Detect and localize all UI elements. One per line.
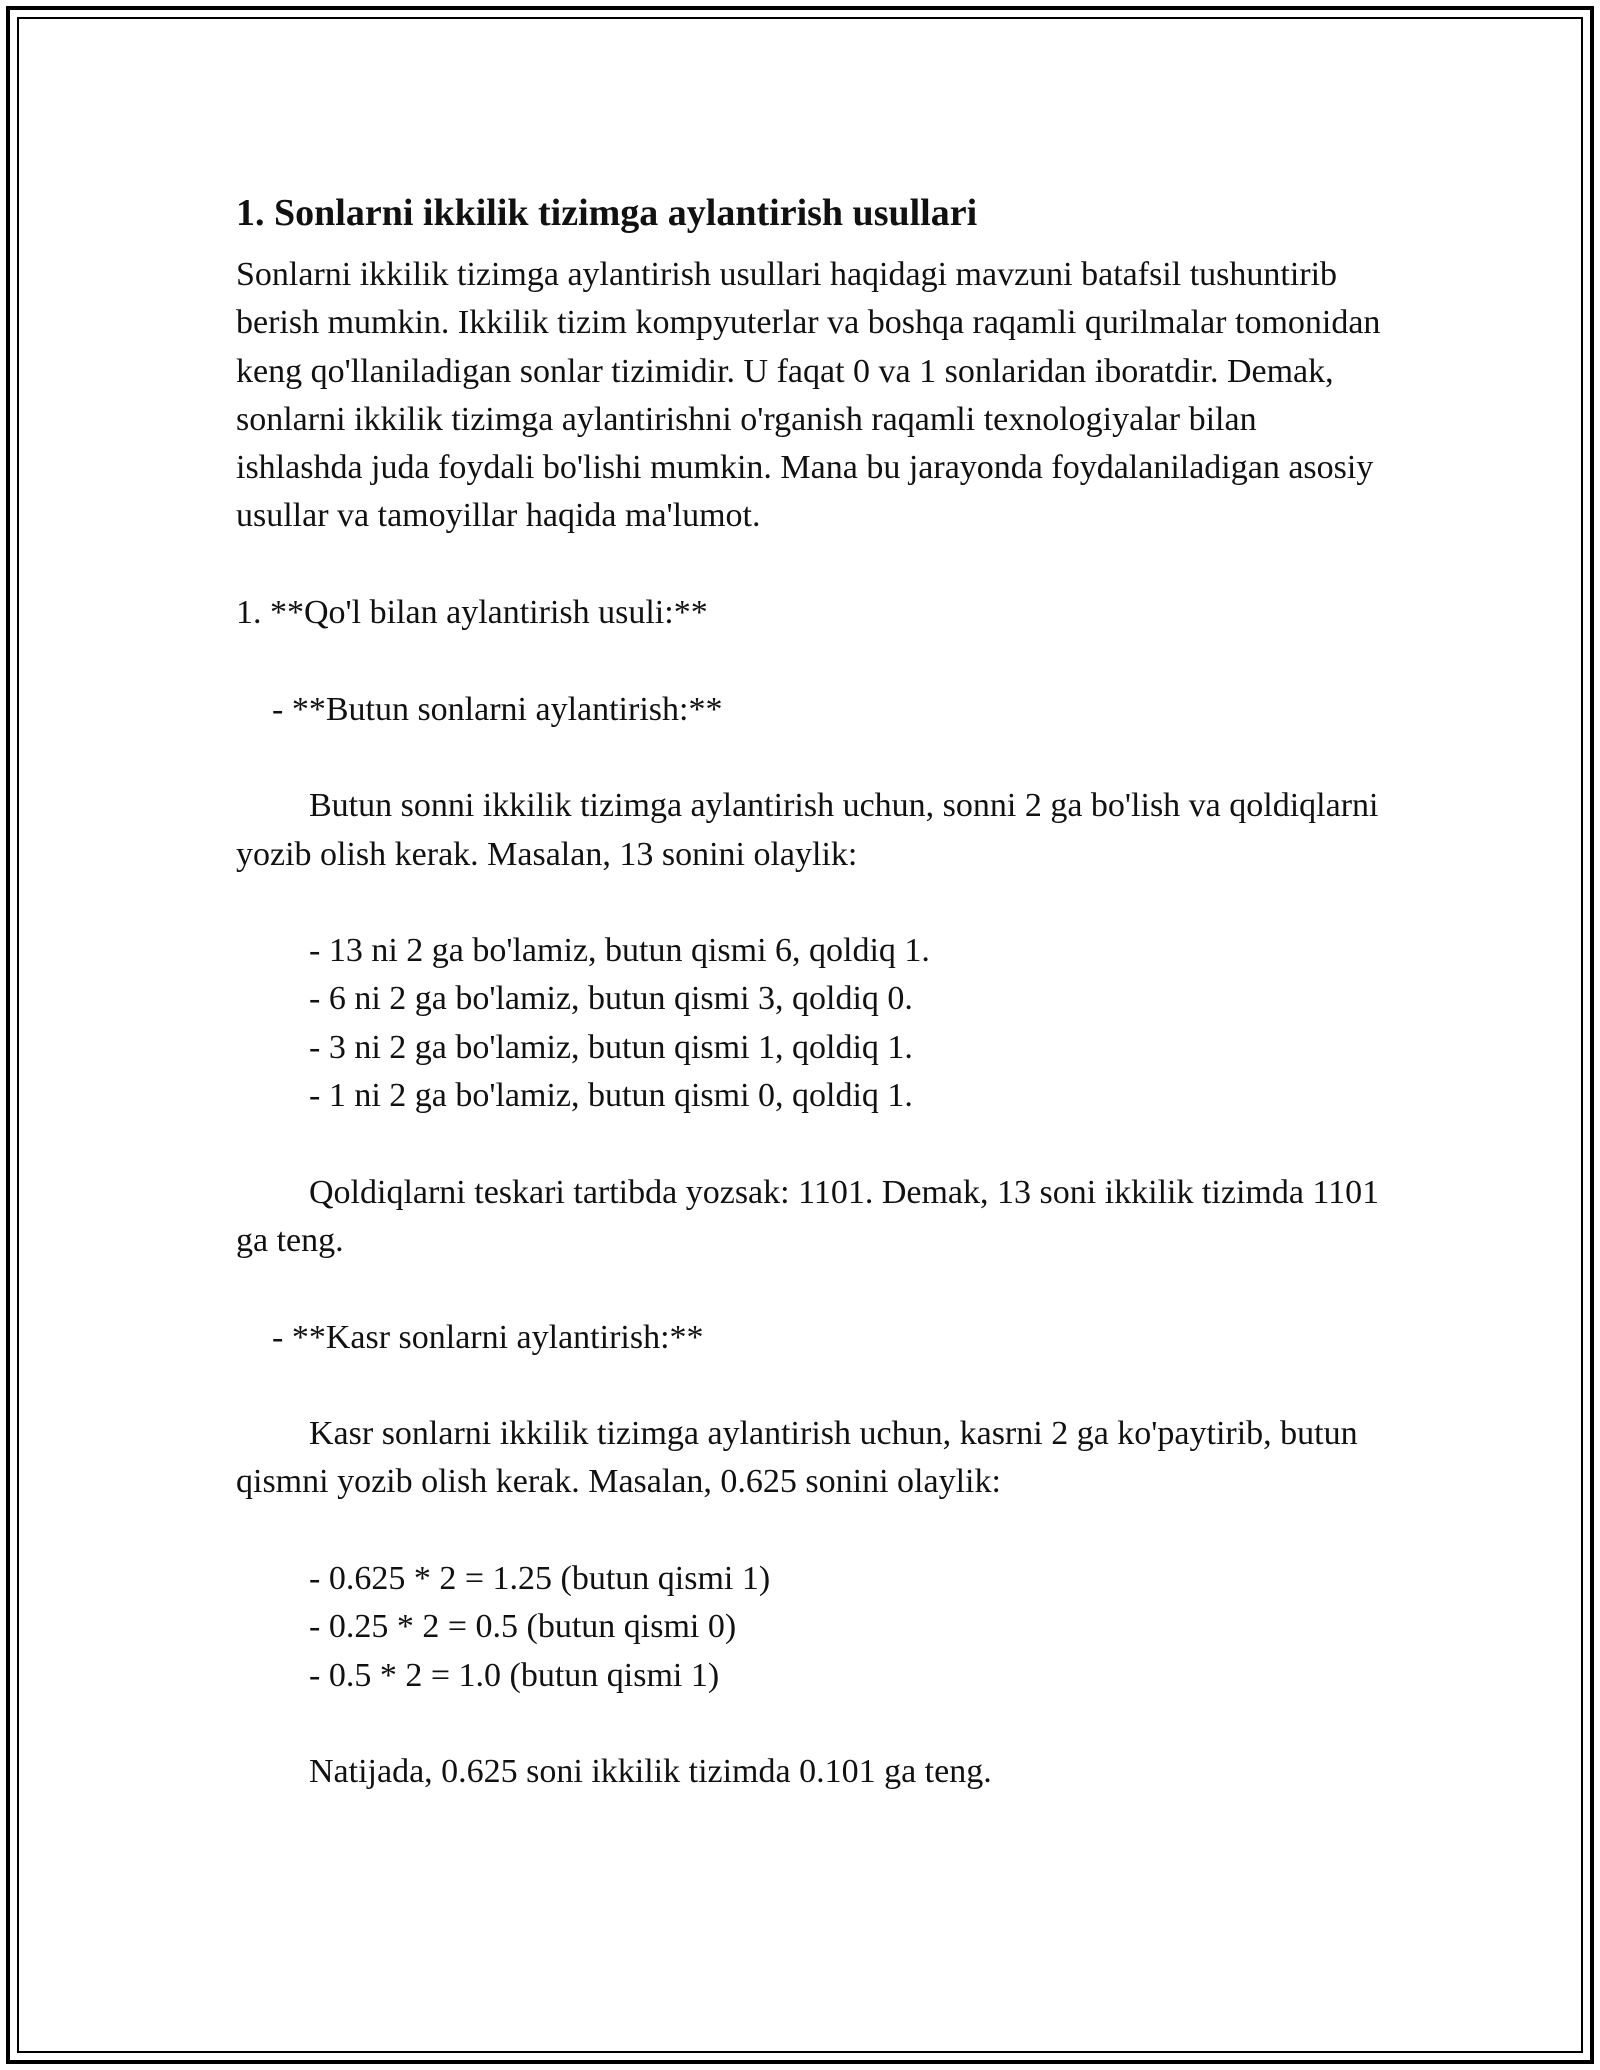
spacer bbox=[236, 734, 1386, 782]
spacer bbox=[236, 1362, 1386, 1410]
integer-explanation: Butun sonni ikkilik tizimga aylantirish uchun, sonni 2 ga bo'lish va qoldiqlarni yozib olish kerak. Masalan, 13 sonini olaylik: bbox=[236, 787, 1379, 873]
integer-result: Qoldiqlarni teskari tartibda yozsak: 1101. Demak, 13 soni ikkilik tizimda 1101 ga teng. bbox=[236, 1173, 1380, 1259]
fraction-result: Natijada, 0.625 soni ikkilik tizimda 0.101 ga teng. bbox=[309, 1753, 992, 1791]
fraction-step: - 0.25 * 2 = 0.5 (butun qismi 0) bbox=[309, 1608, 737, 1646]
spacer bbox=[236, 541, 1386, 589]
spacer bbox=[236, 1265, 1386, 1313]
fraction-subtitle: - **Kasr sonlarni aylantirish:** bbox=[272, 1318, 704, 1356]
integer-step: - 6 ni 2 ga bo'lamiz, butun qismi 3, qoldiq 0. bbox=[309, 980, 913, 1018]
fraction-step: - 0.5 * 2 = 1.0 (butun qismi 1) bbox=[309, 1656, 720, 1694]
document-body bbox=[236, 187, 1386, 1797]
spacer bbox=[236, 1700, 1386, 1748]
integer-step: - 3 ni 2 ga bo'lamiz, butun qismi 1, qoldiq 1. bbox=[309, 1028, 913, 1066]
fraction-step: - 0.625 * 2 = 1.25 (butun qismi 1) bbox=[309, 1560, 771, 1598]
spacer bbox=[236, 1507, 1386, 1555]
spacer bbox=[236, 637, 1386, 685]
integer-subtitle: - **Butun sonlarni aylantirish:** bbox=[272, 690, 723, 728]
section-heading: 1. Sonlarni ikkilik tizimga aylantirish usullari bbox=[236, 192, 978, 234]
method1-title: 1. **Qo'l bilan aylantirish usuli:** bbox=[236, 594, 708, 632]
integer-step: - 1 ni 2 ga bo'lamiz, butun qismi 0, qoldiq 1. bbox=[309, 1077, 913, 1115]
integer-step: - 13 ni 2 ga bo'lamiz, butun qismi 6, qoldiq 1. bbox=[309, 932, 930, 970]
spacer bbox=[236, 879, 1386, 927]
spacer bbox=[236, 1120, 1386, 1168]
intro-paragraph: Sonlarni ikkilik tizimga aylantirish usullari haqidagi mavzuni batafsil tushuntirib berish mumkin. Ikkilik tizim kompyuterlar va boshqa raqamli qurilmalar tomonidan keng qo'llaniladigan sonlar tizimidir. U faqat 0 va 1 sonlaridan iboratdir. Demak, sonlarni ikkilik tizimga aylantirishni o'rganish raqamli texnologiyalar bilan ishlashda juda foydali bo'lishi mumkin. Mana bu jarayonda foydalaniladigan asosiy usullar va tamoyillar haqida ma'lumot. bbox=[236, 256, 1381, 535]
fraction-explanation: Kasr sonlarni ikkilik tizimga aylantirish uchun, kasrni 2 ga ko'paytirib, butun qismni yozib olish kerak. Masalan, 0.625 sonini olaylik: bbox=[236, 1415, 1358, 1501]
